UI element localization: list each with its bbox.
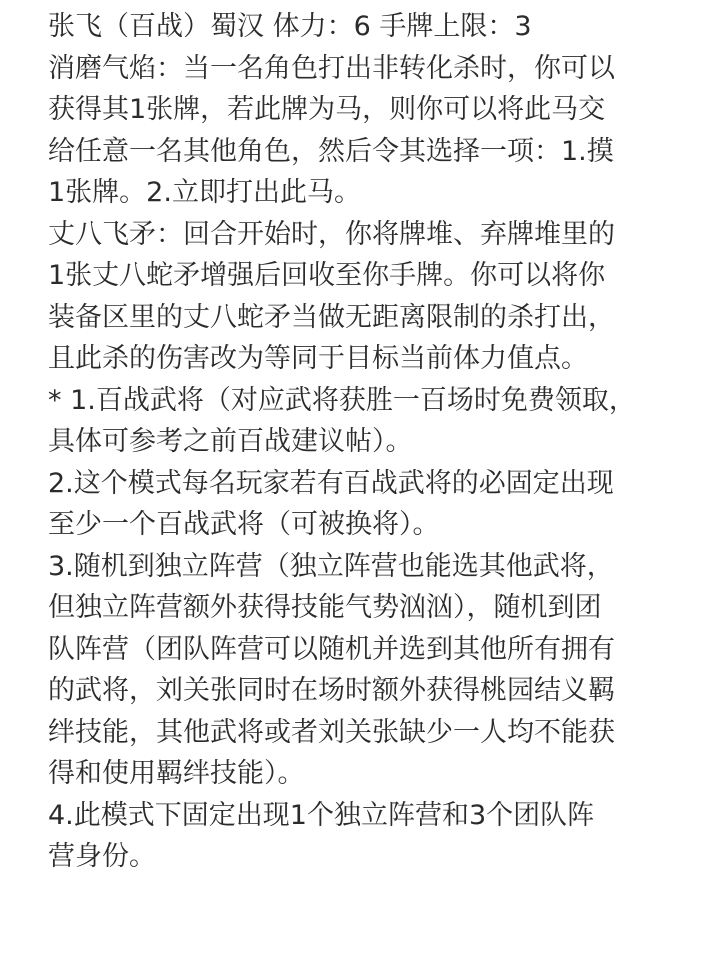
skill1-line: 给任意一名其他角色，然后令其选择一项：1.摸 bbox=[48, 135, 614, 167]
note3-line: 队阵营（团队阵营可以随机并选到其他所有拥有 bbox=[48, 633, 615, 665]
note-2 bbox=[48, 463, 688, 546]
note3-line: 得和使用羁绊技能）。 bbox=[48, 758, 305, 789]
skill-xiaomo-qiyan bbox=[48, 48, 688, 214]
document-body bbox=[48, 6, 688, 878]
hero-header bbox=[48, 6, 688, 48]
note2-line: 2.这个模式每名玩家若有百战武将的必固定出现 bbox=[48, 467, 614, 499]
note3-line: 但独立阵营额外获得技能气势汹汹），随机到团 bbox=[48, 592, 602, 623]
note4-line: 4.此模式下固定出现1个独立阵营和3个团队阵 bbox=[48, 799, 595, 831]
note2-line: 至少一个百战武将（可被换将）。 bbox=[48, 509, 440, 540]
note3-line: 绊技能，其他武将或者刘关张缺少一人均不能获 bbox=[48, 716, 615, 748]
skill-zhangba-feimao bbox=[48, 214, 688, 380]
note3-line: 3.随机到独立阵营（独立阵营也能选其他武将， bbox=[48, 550, 614, 582]
hero-header-line: 张飞（百战）蜀汉 体力：6 手牌上限：3 bbox=[48, 11, 532, 42]
note-3 bbox=[48, 546, 688, 795]
note4-line: 营身份。 bbox=[48, 841, 156, 872]
note-1 bbox=[48, 380, 688, 463]
note1-line: * 1.百战武将（对应武将获胜一百场时免费领取， bbox=[48, 384, 636, 416]
skill2-line: 1张丈八蛇矛增强后回收至你手牌。你可以将你 bbox=[48, 260, 606, 291]
skill1-line: 获得其1张牌，若此牌为马，则你可以将此马交 bbox=[48, 94, 606, 125]
skill1-line: 1张牌。2.立即打出此马。 bbox=[48, 177, 361, 208]
skill2-line: 丈八飞矛：回合开始时，你将牌堆、弃牌堆里的 bbox=[48, 218, 615, 250]
note-4 bbox=[48, 795, 688, 878]
skill2-line: 装备区里的丈八蛇矛当做无距离限制的杀打出， bbox=[48, 301, 615, 333]
note1-line: 具体可参考之前百战建议帖）。 bbox=[48, 426, 413, 457]
skill2-line: 且此杀的伤害改为等同于目标当前体力值点。 bbox=[48, 343, 588, 374]
skill1-line: 消磨气焰：当一名角色打出非转化杀时，你可以 bbox=[48, 52, 615, 84]
note3-line: 的武将，刘关张同时在场时额外获得桃园结义羁 bbox=[48, 675, 615, 706]
